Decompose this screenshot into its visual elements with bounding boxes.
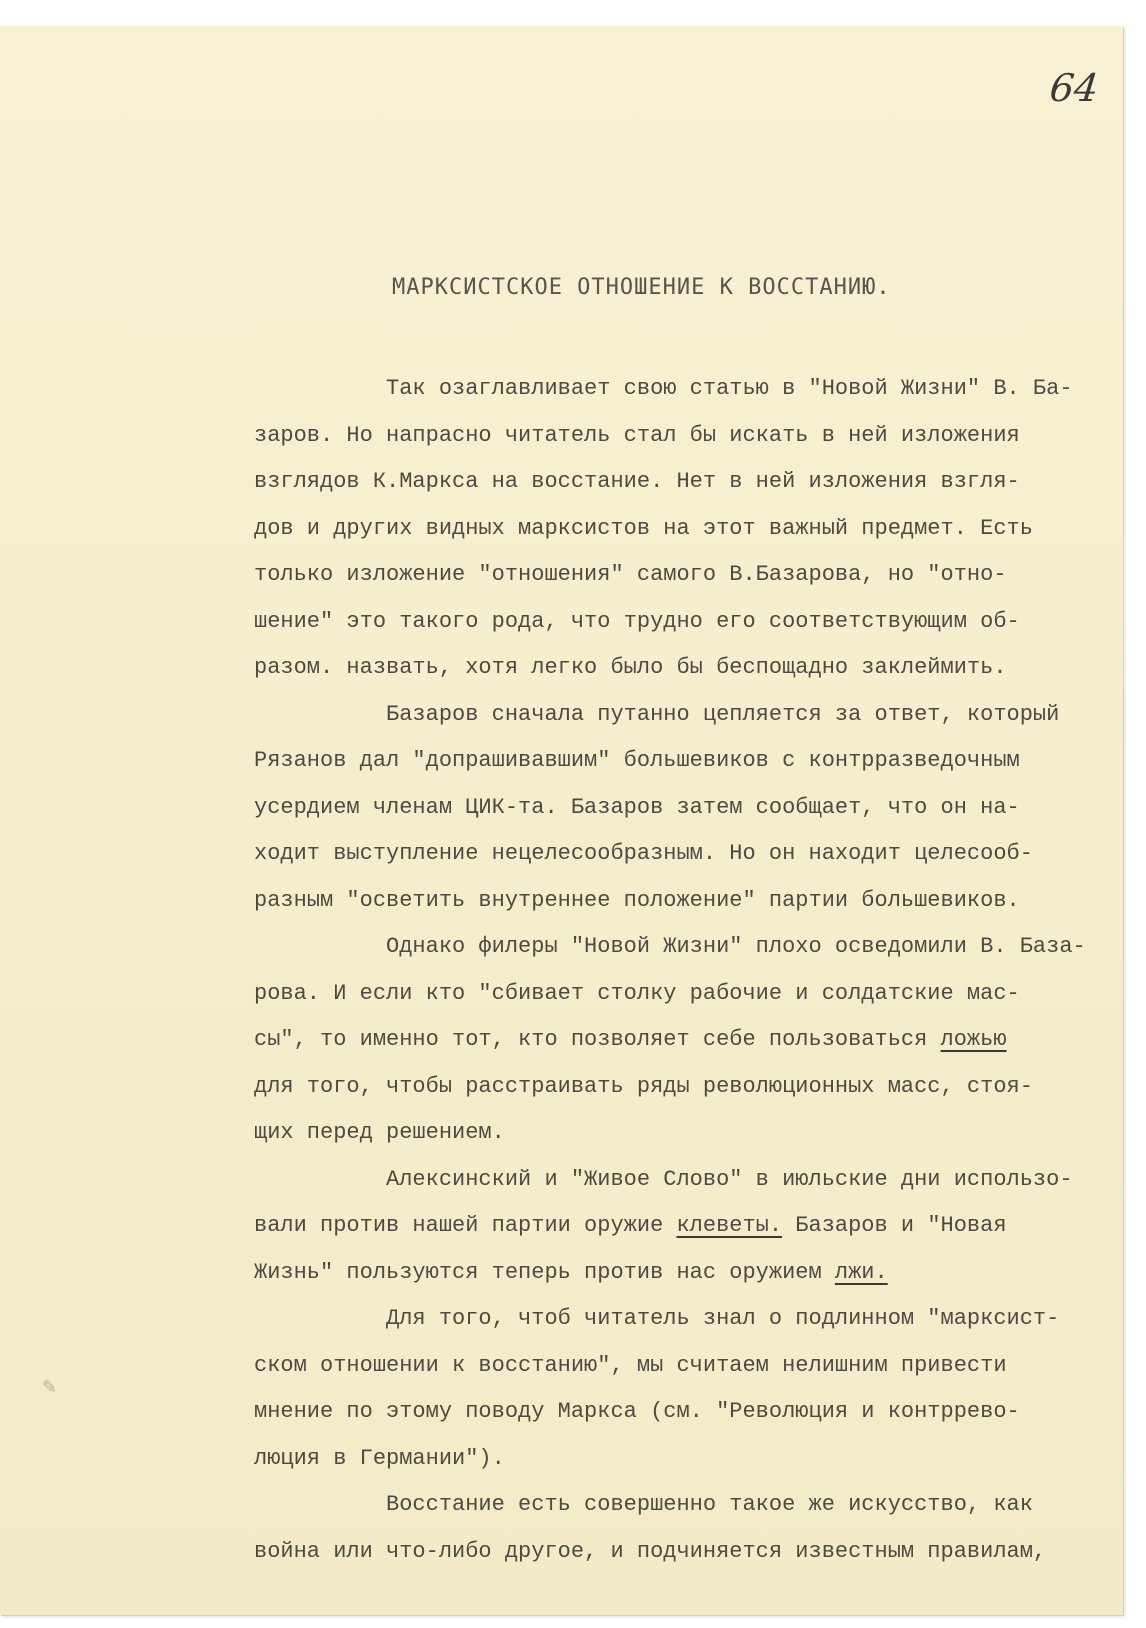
line-text: Так озаглавливает свою статью в "Новой Жизни" В. Ба- (254, 376, 1073, 401)
text-line (254, 1529, 1114, 1576)
text-line (254, 1017, 1114, 1064)
text-line (254, 1482, 1114, 1529)
text-line (254, 1203, 1114, 1250)
text-line (254, 1436, 1114, 1483)
line-text: Для того, чтоб читатель знал о подлинном "марксист- (254, 1306, 1060, 1331)
text-line (254, 413, 1114, 460)
text-line (254, 924, 1114, 971)
paper-sheet (0, 26, 1123, 1615)
text-line (254, 878, 1114, 925)
line-text: война или что-либо другое, и подчиняется известным правилам, (254, 1538, 1047, 1564)
line-text: Алексинский и "Живое Слово" в июльские дни использо- (254, 1166, 1073, 1192)
handwritten-page-number: 64 (1047, 66, 1101, 110)
text-line (254, 1296, 1114, 1343)
line-text: разным "осветить внутреннее положение" партии большевиков. (254, 887, 1020, 913)
text-line (254, 1110, 1114, 1157)
line-text: щих перед решением. (254, 1120, 505, 1145)
underlined-word: клеветы. (676, 1213, 783, 1238)
text-line (254, 692, 1114, 739)
line-text: Восстание есть совершенно такое же искусство, как (254, 1492, 1033, 1517)
margin-mark: ✎ (42, 1377, 58, 1398)
line-text: люция в Германии"). (254, 1445, 505, 1471)
text-line (254, 831, 1114, 878)
text-line (254, 1250, 1114, 1297)
line-text: для того, чтобы расстраивать ряды революционных масс, стоя- (254, 1073, 1033, 1099)
underlined-word: лжи. (834, 1259, 888, 1285)
text-line (254, 738, 1114, 785)
text-line (254, 645, 1114, 692)
line-text: взглядов К.Маркса на восстание. Нет в ней изложения взгля- (254, 469, 1020, 494)
underlined-word: ложью (940, 1027, 1007, 1052)
line-text: шение" это такого рода, что трудно его соответствующим об- (254, 608, 1020, 634)
text-line (254, 506, 1114, 553)
line-text: только изложение "отношения" самого В.Базарова, но "отно- (254, 562, 1007, 587)
line-text: Базаров сначала путанно цепляется за ответ, который (254, 701, 1060, 727)
line-text: ском отношении к восстанию", мы считаем нелишним привести (254, 1352, 1007, 1378)
line-text: сы", то именно тот, кто позволяет себе пользоваться (254, 1027, 941, 1052)
line-text: Однако филеры "Новой Жизни" плохо осведомили В. База- (254, 934, 1086, 959)
line-text: мнение по этому поводу Маркса (см. "Революция и контррево- (254, 1399, 1020, 1424)
text-line (254, 599, 1114, 646)
line-text: Базаров и "Новая (782, 1213, 1007, 1238)
text-line (254, 366, 1114, 413)
line-text: ходит выступление нецелесообразным. Но он находит целесооб- (254, 841, 1033, 866)
line-text: усердием членам ЦИК-та. Базаров затем сообщает, что он на- (254, 794, 1020, 820)
text-line (254, 1157, 1114, 1204)
line-text: вали против нашей партии оружие (254, 1213, 677, 1238)
line-text: Рязанов дал "допрашивавшим" большевиков с контрразведочным (254, 748, 1020, 773)
text-line (254, 552, 1114, 599)
text-line (254, 1343, 1114, 1390)
line-text: разом. назвать, хотя легко было бы беспощадно заклеймить. (254, 655, 1007, 680)
line-text: рова. И если кто "сбивает столку рабочие и солдатские мас- (254, 980, 1020, 1006)
body-text (254, 366, 1114, 1575)
text-line (254, 1389, 1114, 1436)
text-line (254, 1064, 1114, 1111)
line-text: Жизнь" пользуются теперь против нас оружием (254, 1259, 835, 1285)
text-line (254, 459, 1114, 506)
document-title: МАРКСИСТСКОЕ ОТНОШЕНИЕ К ВОССТАНИЮ. (392, 275, 891, 300)
text-line (254, 785, 1114, 832)
text-line (254, 971, 1114, 1018)
line-text: дов и других видных марксистов на этот важный предмет. Есть (254, 515, 1033, 541)
line-text: заров. Но напрасно читатель стал бы искать в ней изложения (254, 422, 1020, 448)
